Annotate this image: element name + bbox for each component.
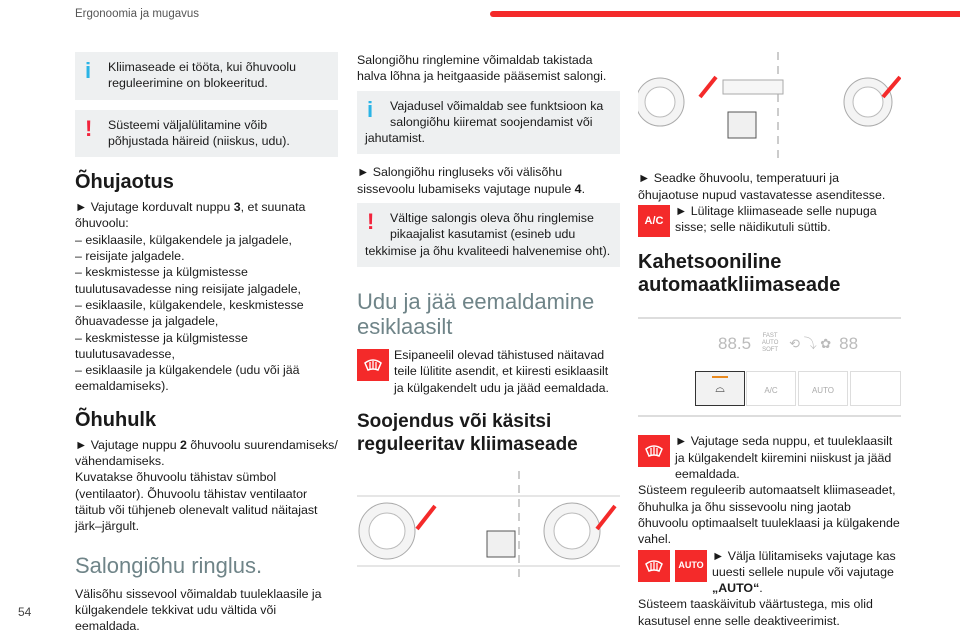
list-item: – keskmistesse ja külgmistesse tuulutusavadesse ning reisijate jalgadele, (75, 265, 301, 296)
heading-ohujaotus: Õhujaotus (75, 171, 174, 194)
section-header: Ergonoomia ja mugavus (75, 8, 200, 20)
info-note: i Vajadusel võimaldab see funktsioon ka salongiõhu kiiremat soojendamist või jahutamist. (357, 91, 620, 155)
ringlus-step: ► Salongiõhu ringluseks või välisõhu sissevoolu lubamiseks vajutage nupule 4. (357, 165, 586, 196)
manual-climate-panel-illustration (357, 471, 620, 581)
list-item: – esiklaasile, külgakendele ja jalgadele, (75, 232, 292, 247)
header-accent-bar (490, 11, 960, 17)
panel-display-row (718, 333, 901, 354)
defrost-icon (638, 435, 670, 467)
temp-left-display: 88.5 (718, 333, 752, 353)
warning-note: ! Vältige salongis oleva õhu ringlemise pikaajalist kasutamist (esineb udu tekkimise ja õhu kvaliteedi halvenemise oht). (357, 203, 620, 267)
jaotus-intro: ► Vajutage korduvalt nuppu 3, et suunata õhuvoolu: (75, 200, 306, 231)
list-item: – esiklaasile ja külgakendele (udu või jää eemaldamiseks). (75, 363, 300, 394)
column-3 (638, 52, 901, 629)
recirc-fan-icons: ⟲ ⤵ ✿ (789, 335, 832, 351)
temp-right-display: 88 (839, 333, 859, 353)
column-2 (357, 52, 620, 595)
heading-soojendus: Soojendus või käsitsi reguleeritav kliimaseade (357, 410, 578, 455)
warning-note: ! Süsteemi väljalülitamine võib põhjustada häireid (niiskus, udu). (75, 110, 338, 158)
defrost-icon (638, 550, 670, 582)
ac-button: A/C (746, 371, 796, 406)
heading-udu: Udu ja jää eemaldamine esiklaasilt (357, 288, 595, 339)
auto-button: AUTO (798, 371, 848, 406)
hulk-text: Kuvatakse õhuvoolu tähistav sümbol (ventilaator). Õhuvoolu tähistav ventilaator täitub või tühjeneb olenevalt valitud näitajast järk–järgult. (75, 470, 318, 534)
defrost-icon (357, 349, 389, 381)
ac-icon: A/C (638, 205, 670, 237)
info-icon: i (367, 96, 374, 122)
panel-button (850, 371, 901, 406)
restart-text: Süsteem taaskäivitub väärtustega, mis olid kasutusel enne selle deaktiveerimist. (638, 597, 873, 628)
info-note: i Kliimaseade ei tööta, kui õhuvoolu reguleerimine on blokeeritud. (75, 52, 338, 100)
warning-icon: ! (85, 115, 93, 141)
dashboard-center-illustration (638, 52, 901, 162)
heading-ohuhulk: Õhuhulk (75, 408, 157, 431)
ringlus-intro: Salongiõhu ringlemine võimaldab takistada halva lõhna ja heitgaaside pääsemist salongi. (357, 53, 607, 84)
page-number: 54 (18, 605, 32, 619)
step-defrost: ► Vajutage seda nuppu, et tuuleklaasilt ja külgakendelt kiiremini niiskust ja jääd eemaldada. (638, 433, 901, 482)
heading-ringlus: Salongiõhu ringlus. (75, 552, 263, 578)
fan-mode-display: FAST AUTO SOFT (761, 333, 779, 354)
column-1 (75, 52, 338, 634)
heading-kahetsooniline: Kahetsooniline automaatkliimaseade (638, 251, 841, 297)
auto-text: Süsteem reguleerib automaatselt kliimaseadet, õhuhulka ja õhu sissevoolu ning jaotab õhuvoolu optimaalselt tuuleklaasi ja külgakende vahel. (638, 483, 900, 547)
warning-icon: ! (367, 209, 375, 235)
list-item: – keskmistesse ja külgmistesse tuulutusavadesse, (75, 330, 248, 361)
ringlus-text: Välisõhu sissevool võimaldab tuuleklaasile ja külgakendele tekkivat udu vältida või eemaldada. (75, 586, 322, 634)
dual-zone-panel-illustration (638, 317, 901, 417)
udu-text: Esipaneelil olevad tähistused näitavad teile lülitite asendit, et kiiresti esiklaasilt ja külgakendelt udu ja jääd eemaldada. (357, 347, 620, 396)
list-item: – esiklaasile, külgakendele, keskmistesse õhuavadesse ja jalgadele, (75, 297, 304, 329)
list-item: – reisijate jalgadele. (75, 249, 185, 264)
info-icon: i (85, 58, 92, 83)
hulk-step: ► Vajutage nuppu 2 õhuvoolu suurendamiseks/ vähendamiseks. (75, 437, 338, 469)
defrost-button: ⌓ (695, 371, 745, 406)
step-off: AUTO ► Välja lülitamiseks vajutage kas uuesti sellele nupule või vajutage „AUTO“. (638, 548, 901, 597)
auto-icon: AUTO (675, 550, 707, 582)
step-ac: A/C ► Lülitage kliimaseade selle nupuga sisse; selle näidikutuli süttib. (638, 203, 901, 236)
step-set-knobs: ► Seadke õhuvoolu, temperatuuri ja õhujaotuse nupud vastavatesse asenditesse. (638, 171, 886, 202)
